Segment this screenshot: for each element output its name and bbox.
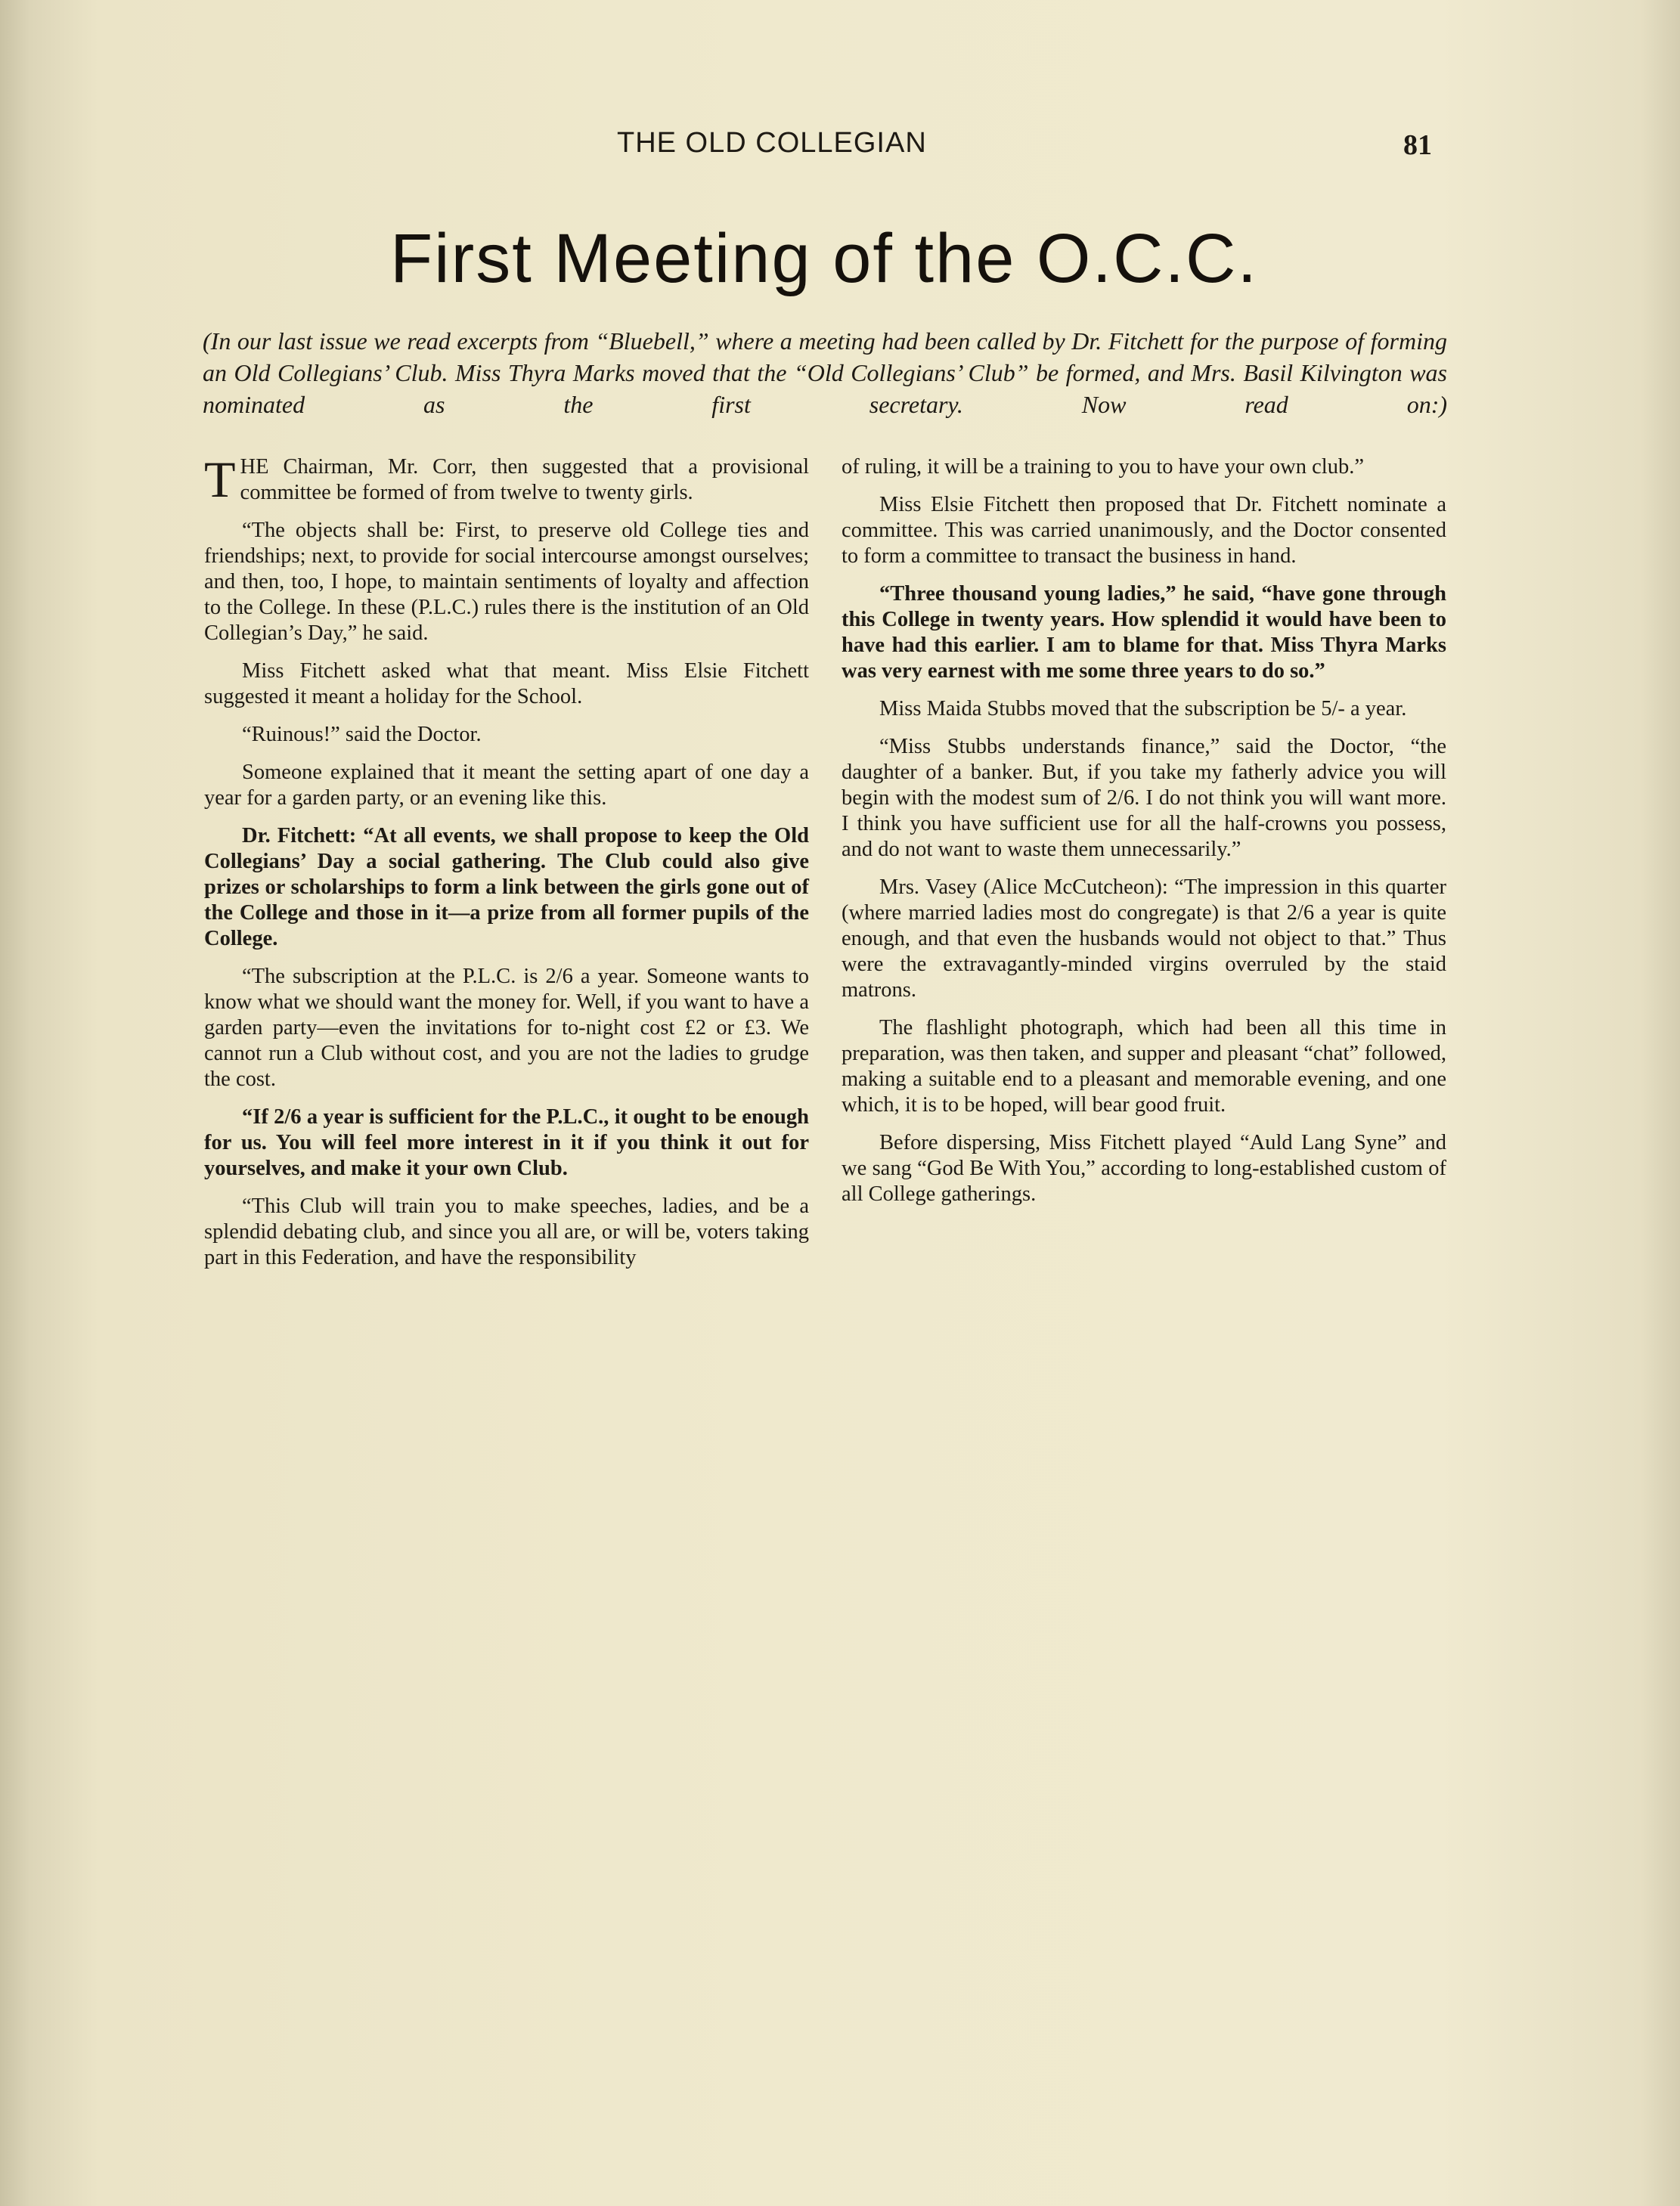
- article-intro: (In our last issue we read excerpts from “Bluebell,” where a meeting had been called by Dr. Fitchett for the purpose of forming an Old Collegians’ Club. Miss Thyra Marks moved that the “Old Collegians’ Club” be formed, and Mrs. Basil Kilvington was nominated as the first secretary. Now read on:): [203, 327, 1447, 418]
- paragraph-continued: of ruling, it will be a training to you to have your own club.”: [842, 455, 1364, 479]
- page-number: 81: [1403, 129, 1432, 161]
- paragraph-opening: [204, 451, 809, 508]
- paragraph: Mrs. Vasey (Alice McCutcheon): “The impression in this quarter (where married ladies most do congregate) is that 2/6 a year is quite enough, and that even the husbands would not object to that.” Thus were the extravagantly-minded virgins overruled by the staid matrons.: [842, 875, 1446, 1002]
- article-title: First Meeting of the O.C.C.: [389, 220, 1259, 297]
- paragraph-bold: “If 2/6 a year is sufficient for the P.L.C., it ought to be enough for us. You will feel more interest in it if you think it out for yourselves, and make it your own Club.: [204, 1105, 809, 1180]
- paragraph: “Ruinous!” said the Doctor.: [242, 723, 482, 746]
- running-title: THE OLD COLLEGIAN: [617, 127, 927, 159]
- opening-text: HE Chairman, Mr. Corr, then suggested that a provisional committee be formed of from twelve to twenty girls.: [240, 455, 809, 504]
- paragraph-bold: “Three thousand young ladies,” he said, “have gone through this College in twenty years. How splendid it would have been to have had this earlier. I am to blame for that. Miss Thyra Marks was very earnest with me some three years to do so.”: [842, 582, 1446, 683]
- paragraph: “The objects shall be: First, to preserve old College ties and friendships; next, to provide for social intercourse amongst ourselves; and then, too, I hope, to maintain sentiments of loyalty and affection to the College. In these (P.L.C.) rules there is the institution of an Old Collegian’s Day,” he said.: [204, 519, 809, 645]
- paragraph: “Miss Stubbs understands finance,” said the Doctor, “the daughter of a banker. But, if you take my fatherly advice you will begin with the modest sum of 2/6. I do not think you will want more. I think you have sufficient use for all the half-crowns you possess, and do not want to waste them unnecessarily.”: [842, 735, 1446, 861]
- paragraph: Miss Elsie Fitchett then proposed that Dr. Fitchett nominate a committee. This was carried unanimously, and the Doctor consented to form a committee to transact the business in hand.: [842, 493, 1446, 568]
- paragraph: The flashlight photograph, which had been all this time in preparation, was then taken, and supper and pleasant “chat” followed, making a suitable end to a pleasant and memorable evening, and one which, it is to be hoped, will bear good fruit.: [842, 1016, 1446, 1117]
- paragraph: Before dispersing, Miss Fitchett played “Auld Lang Syne” and we sang “God Be With You,” according to long-established custom of all College gatherings.: [842, 1131, 1446, 1206]
- paragraph: Miss Maida Stubbs moved that the subscription be 5/- a year.: [879, 697, 1407, 720]
- paragraph: Someone explained that it meant the setting apart of one day a year for a garden party, or an evening like this.: [204, 761, 809, 810]
- paragraph: “The subscription at the P.L.C. is 2/6 a year. Someone wants to know what we should want the money for. Well, if you want to have a garden party—even the invitations for to-night cost £2 or £3. We cannot run a Club without cost, and you are not the ladies to grudge the cost.: [204, 965, 809, 1091]
- page-header: [590, 127, 1444, 172]
- left-column: [204, 451, 809, 1283]
- paragraph: “This Club will train you to make speeches, ladies, and be a splendid debating club, and since you all are, or will be, voters taking part in this Federation, and have the responsibility: [204, 1194, 809, 1269]
- right-column: [842, 454, 1446, 1219]
- paragraph-bold: Dr. Fitchett: “At all events, we shall propose to keep the Old Collegians’ Day a social gathering. The Club could also give prizes or scholarships to form a link between the girls gone out of the College and those in it—a prize from all former pupils of the College.: [204, 824, 809, 950]
- drop-cap: T: [204, 451, 236, 508]
- paragraph: Miss Fitchett asked what that meant. Miss Elsie Fitchett suggested it meant a holiday for the School.: [204, 659, 809, 708]
